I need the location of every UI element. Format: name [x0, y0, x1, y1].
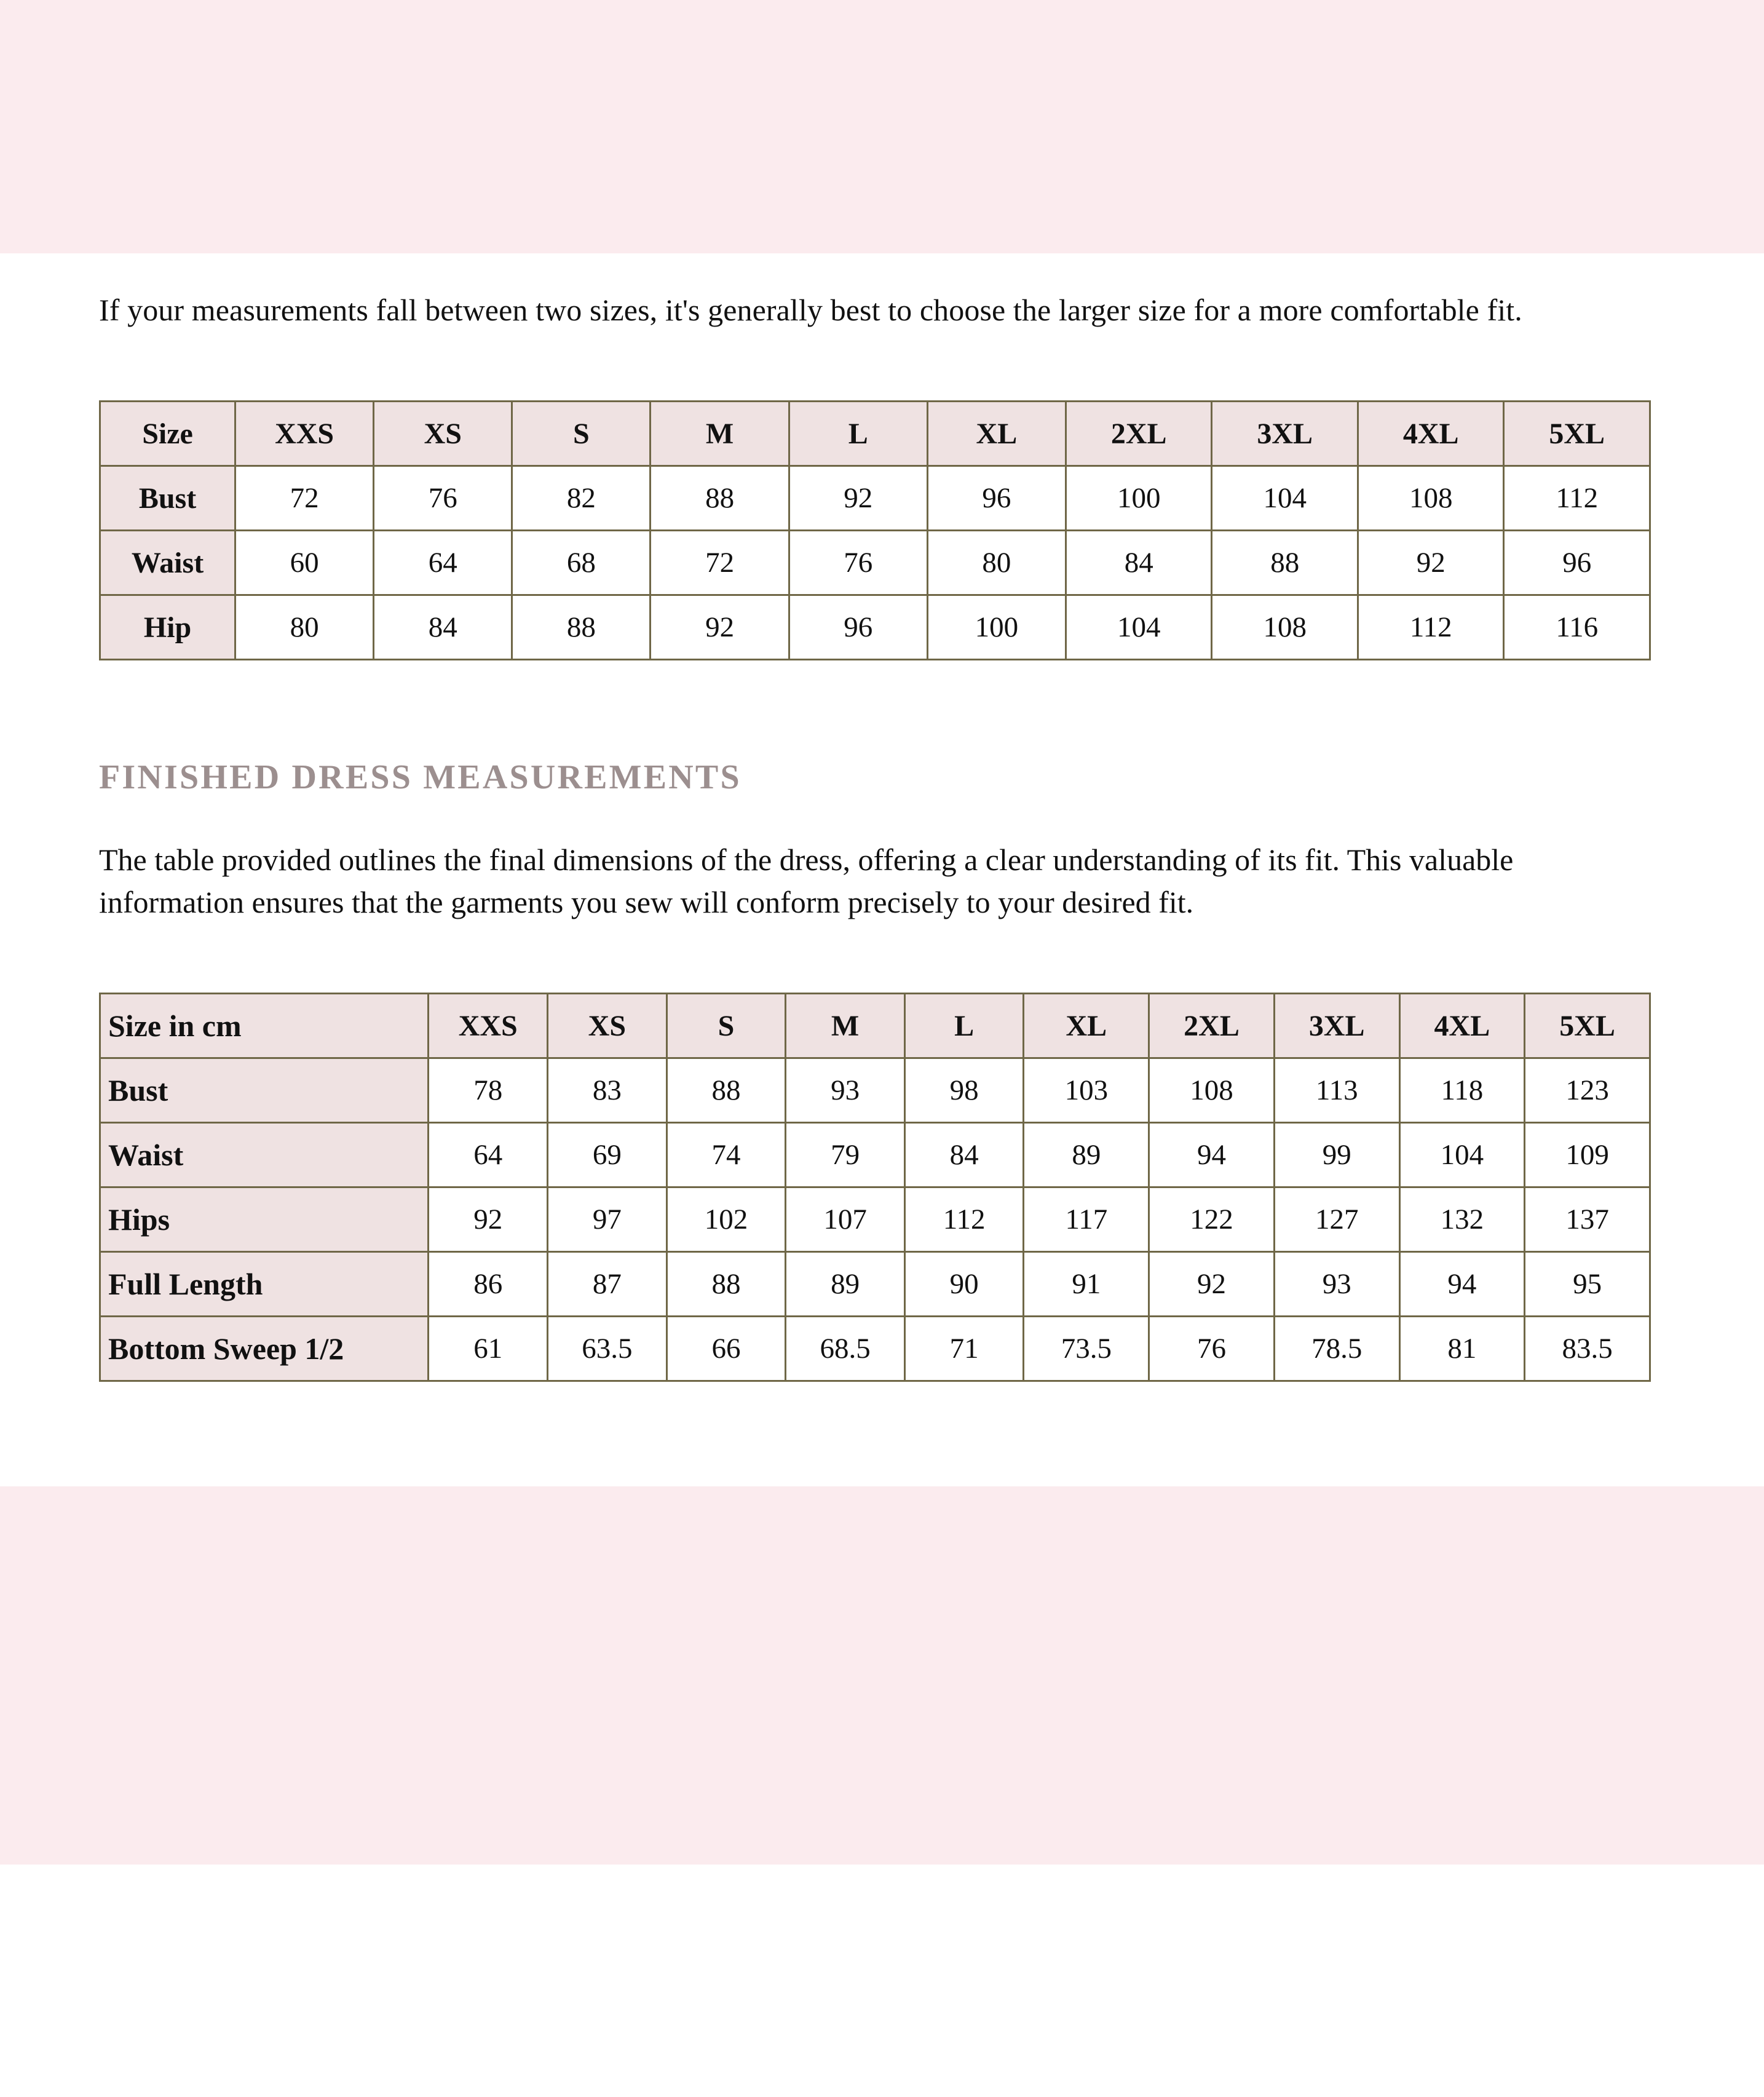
table-header-row — [100, 402, 1650, 466]
finished-table-size-5xl: 5XL — [1525, 994, 1650, 1058]
cell-waist-xs: 64 — [374, 531, 512, 595]
cell-fin-waist-2xl: 94 — [1149, 1123, 1275, 1187]
cell-bust-xxs: 72 — [235, 466, 374, 531]
cell-waist-3xl: 88 — [1212, 531, 1358, 595]
cell-fin-hips-2xl: 122 — [1149, 1187, 1275, 1252]
cell-fin-length-xxs: 86 — [429, 1252, 548, 1317]
cell-hip-xxs: 80 — [235, 595, 374, 660]
cell-fin-bust-xxs: 78 — [429, 1058, 548, 1123]
finished-table-size-s: S — [666, 994, 786, 1058]
finished-table-size-l: L — [904, 994, 1024, 1058]
table-row — [100, 1252, 1650, 1317]
row-label-full-length: Full Length — [100, 1252, 429, 1317]
cell-hip-m: 92 — [651, 595, 789, 660]
table-row — [100, 595, 1650, 660]
cell-fin-sweep-3xl: 78.5 — [1274, 1317, 1399, 1381]
row-label-waist: Waist — [100, 1123, 429, 1187]
row-label-hip: Hip — [100, 595, 235, 660]
cell-fin-hips-xl: 117 — [1024, 1187, 1149, 1252]
intro-paragraph: If your measurements fall between two sizes, it's generally best to choose the larger size for a more comfortable fit. — [99, 293, 1522, 327]
cell-waist-xxs: 60 — [235, 531, 374, 595]
cell-hip-2xl: 104 — [1066, 595, 1212, 660]
cell-fin-hips-m: 107 — [786, 1187, 905, 1252]
body-table-size-xl: XL — [927, 402, 1066, 466]
cell-fin-hips-s: 102 — [666, 1187, 786, 1252]
page-content — [0, 253, 1764, 1486]
cell-fin-bust-5xl: 123 — [1525, 1058, 1650, 1123]
row-label-bust: Bust — [100, 1058, 429, 1123]
cell-fin-waist-s: 74 — [666, 1123, 786, 1187]
page-title: FINISHED DRESS MEASUREMENTS — [99, 758, 742, 796]
cell-fin-sweep-5xl: 83.5 — [1525, 1317, 1650, 1381]
row-label-waist: Waist — [100, 531, 235, 595]
table-row — [100, 466, 1650, 531]
finished-table-size-3xl: 3XL — [1274, 994, 1399, 1058]
row-label-bottom-sweep: Bottom Sweep 1/2 — [100, 1317, 429, 1381]
cell-fin-waist-xl: 89 — [1024, 1123, 1149, 1187]
cell-waist-m: 72 — [651, 531, 789, 595]
top-decorative-band — [0, 0, 1764, 253]
bottom-decorative-band — [0, 1486, 1764, 1865]
spacer-before-table-two — [99, 924, 1665, 993]
cell-bust-s: 82 — [512, 466, 651, 531]
finished-dress-table — [99, 993, 1651, 1382]
cell-fin-bust-xs: 83 — [548, 1058, 667, 1123]
cell-fin-waist-xxs: 64 — [429, 1123, 548, 1187]
body-table-size-5xl: 5XL — [1504, 402, 1650, 466]
cell-fin-hips-3xl: 127 — [1274, 1187, 1399, 1252]
body-table-size-xxs: XXS — [235, 402, 374, 466]
table-row — [100, 1187, 1650, 1252]
row-label-bust: Bust — [100, 466, 235, 531]
finished-table-size-xl: XL — [1024, 994, 1149, 1058]
cell-fin-length-m: 89 — [786, 1252, 905, 1317]
body-table-corner-label: Size — [100, 402, 235, 466]
cell-fin-length-l: 90 — [904, 1252, 1024, 1317]
cell-bust-m: 88 — [651, 466, 789, 531]
body-table-size-xs: XS — [374, 402, 512, 466]
body-table-size-4xl: 4XL — [1358, 402, 1504, 466]
cell-fin-length-4xl: 94 — [1399, 1252, 1525, 1317]
cell-fin-sweep-4xl: 81 — [1399, 1317, 1525, 1381]
cell-fin-length-xl: 91 — [1024, 1252, 1149, 1317]
cell-hip-l: 96 — [789, 595, 927, 660]
body-table-size-s: S — [512, 402, 651, 466]
finished-table-header — [100, 994, 1650, 1058]
body-table-body — [100, 466, 1650, 660]
table-row — [100, 1317, 1650, 1381]
cell-fin-length-xs: 87 — [548, 1252, 667, 1317]
cell-waist-2xl: 84 — [1066, 531, 1212, 595]
cell-waist-s: 68 — [512, 531, 651, 595]
cell-fin-hips-l: 112 — [904, 1187, 1024, 1252]
cell-fin-length-5xl: 95 — [1525, 1252, 1650, 1317]
cell-fin-length-s: 88 — [666, 1252, 786, 1317]
cell-fin-sweep-xl: 73.5 — [1024, 1317, 1149, 1381]
cell-fin-hips-4xl: 132 — [1399, 1187, 1525, 1252]
table-row — [100, 531, 1650, 595]
cell-fin-hips-xs: 97 — [548, 1187, 667, 1252]
body-table-header — [100, 402, 1650, 466]
finished-table-size-m: M — [786, 994, 905, 1058]
finished-table-size-xs: XS — [548, 994, 667, 1058]
cell-hip-3xl: 108 — [1212, 595, 1358, 660]
cell-fin-hips-xxs: 92 — [429, 1187, 548, 1252]
cell-bust-xs: 76 — [374, 466, 512, 531]
body-table-size-2xl: 2XL — [1066, 402, 1212, 466]
cell-waist-4xl: 92 — [1358, 531, 1504, 595]
cell-waist-l: 76 — [789, 531, 927, 595]
cell-hip-s: 88 — [512, 595, 651, 660]
cell-hip-xl: 100 — [927, 595, 1066, 660]
cell-hip-5xl: 116 — [1504, 595, 1650, 660]
table-row — [100, 1058, 1650, 1123]
body-table-size-l: L — [789, 402, 927, 466]
cell-waist-xl: 80 — [927, 531, 1066, 595]
cell-bust-4xl: 108 — [1358, 466, 1504, 531]
finished-table-size-2xl: 2XL — [1149, 994, 1275, 1058]
cell-fin-waist-4xl: 104 — [1399, 1123, 1525, 1187]
spacer-after-heading — [99, 797, 1665, 839]
cell-fin-bust-s: 88 — [666, 1058, 786, 1123]
cell-fin-waist-5xl: 109 — [1525, 1123, 1650, 1187]
cell-bust-l: 92 — [789, 466, 927, 531]
cell-hip-xs: 84 — [374, 595, 512, 660]
finished-table-body — [100, 1058, 1650, 1381]
cell-fin-bust-l: 98 — [904, 1058, 1024, 1123]
row-label-hips: Hips — [100, 1187, 429, 1252]
finished-table-size-4xl: 4XL — [1399, 994, 1525, 1058]
body-table-size-3xl: 3XL — [1212, 402, 1358, 466]
spacer-before-table-one — [99, 331, 1665, 400]
table-row — [100, 1123, 1650, 1187]
cell-fin-waist-l: 84 — [904, 1123, 1024, 1187]
cell-fin-length-2xl: 92 — [1149, 1252, 1275, 1317]
cell-waist-5xl: 96 — [1504, 531, 1650, 595]
cell-fin-bust-2xl: 108 — [1149, 1058, 1275, 1123]
cell-hip-4xl: 112 — [1358, 595, 1504, 660]
cell-fin-waist-3xl: 99 — [1274, 1123, 1399, 1187]
cell-fin-waist-m: 79 — [786, 1123, 905, 1187]
cell-fin-waist-xs: 69 — [548, 1123, 667, 1187]
cell-fin-hips-5xl: 137 — [1525, 1187, 1650, 1252]
cell-fin-bust-m: 93 — [786, 1058, 905, 1123]
cell-fin-sweep-m: 68.5 — [786, 1317, 905, 1381]
cell-bust-5xl: 112 — [1504, 466, 1650, 531]
body-measurements-table — [99, 400, 1651, 660]
table-header-row — [100, 994, 1650, 1058]
section-paragraph: The table provided outlines the final dimensions of the dress, offering a clear understanding of its fit. This valuable information ensures that the garments you sew will conform precisely to your desired fit. — [99, 842, 1514, 919]
spacer-after-table-two — [99, 1382, 1665, 1486]
finished-table-size-xxs: XXS — [429, 994, 548, 1058]
cell-fin-length-3xl: 93 — [1274, 1252, 1399, 1317]
cell-fin-sweep-2xl: 76 — [1149, 1317, 1275, 1381]
cell-bust-3xl: 104 — [1212, 466, 1358, 531]
finished-table-corner-label: Size in cm — [100, 994, 429, 1058]
cell-fin-bust-4xl: 118 — [1399, 1058, 1525, 1123]
cell-fin-sweep-l: 71 — [904, 1317, 1024, 1381]
spacer-before-heading — [99, 660, 1665, 758]
cell-fin-bust-3xl: 113 — [1274, 1058, 1399, 1123]
body-table-size-m: M — [651, 402, 789, 466]
cell-fin-sweep-s: 66 — [666, 1317, 786, 1381]
cell-fin-sweep-xxs: 61 — [429, 1317, 548, 1381]
cell-bust-2xl: 100 — [1066, 466, 1212, 531]
cell-fin-sweep-xs: 63.5 — [548, 1317, 667, 1381]
cell-bust-xl: 96 — [927, 466, 1066, 531]
cell-fin-bust-xl: 103 — [1024, 1058, 1149, 1123]
